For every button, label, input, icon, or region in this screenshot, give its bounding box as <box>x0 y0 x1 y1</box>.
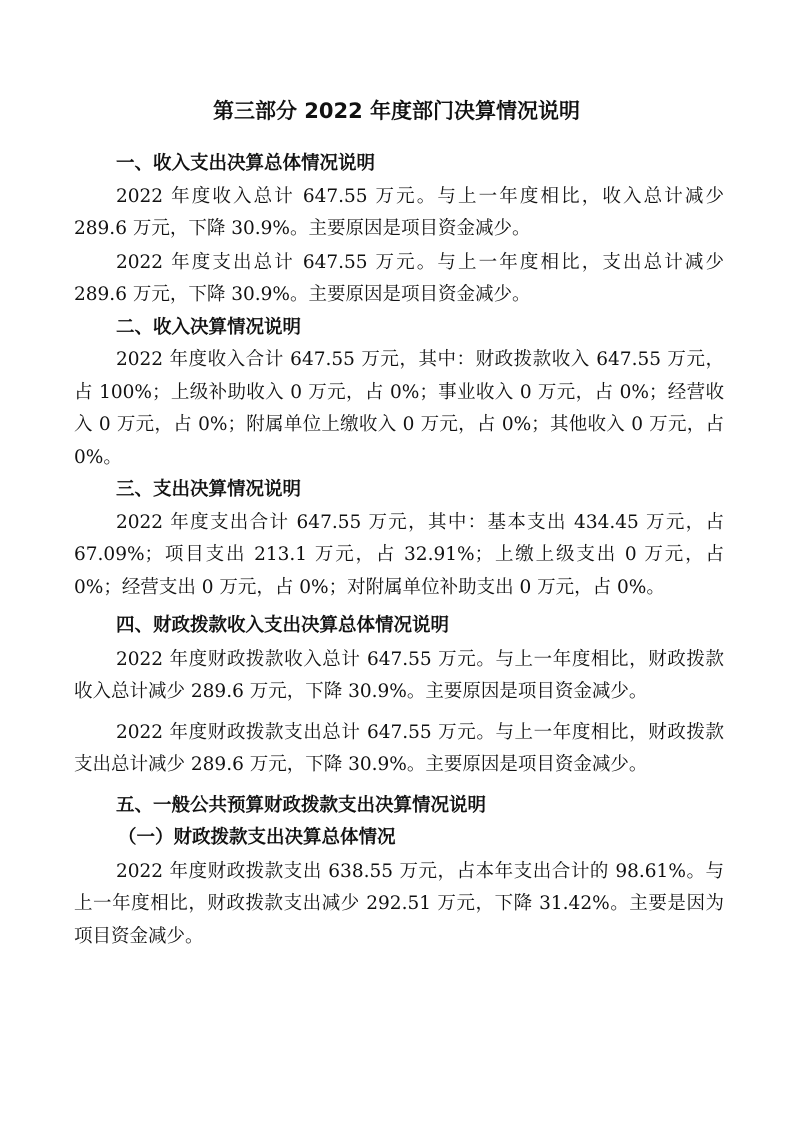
paragraph: 2022 年度支出合计 647.55 万元，其中：基本支出 434.45 万元，占 67.09%；项目支出 213.1 万元，占 32.91%；上缴上级支出 0 万元，占 0%；经营支出 0 万元，占 0%；对附属单位补助支出 0 万元，占 0%。 <box>74 511 724 598</box>
section-fiscal-appropriation-overview <box>74 604 724 782</box>
section-heading: 二、收入决算情况说明 <box>116 316 302 338</box>
paragraph: 2022 年度支出总计 647.55 万元。与上一年度相比，支出总计减少 289.6 万元，下降 30.9%。主要原因是项目资金减少。 <box>74 251 724 305</box>
document-body <box>74 148 724 953</box>
section-general-public-budget <box>74 782 724 954</box>
section-heading: 一、收入支出决算总体情况说明 <box>116 153 376 174</box>
paragraph: 2022 年度财政拨款支出总计 647.55 万元。与上一年度相比，财政拨款支出总计减少 289.6 万元，下降 30.9%。主要原因是项目资金减少。 <box>74 721 724 775</box>
subsection-heading: （一）财政拨款支出决算总体情况 <box>118 827 396 848</box>
paragraph: 2022 年度财政拨款支出 638.55 万元，占本年支出合计的 98.61%。与上一年度相比，财政拨款支出减少 292.51 万元，下降 31.42%。主要是因为项目资金减少。 <box>74 860 724 947</box>
section-income-details <box>74 312 724 475</box>
section-heading: 三、支出决算情况说明 <box>116 479 302 500</box>
paragraph: 2022 年度收入总计 647.55 万元。与上一年度相比，收入总计减少 289.6 万元，下降 30.9%。主要原因是项目资金减少。 <box>74 185 724 239</box>
section-income-expense-overview <box>74 148 724 312</box>
paragraph: 2022 年度财政拨款收入总计 647.55 万元。与上一年度相比，财政拨款收入总计减少 289.6 万元，下降 30.9%。主要原因是项目资金减少。 <box>74 648 724 702</box>
paragraph: 2022 年度收入合计 647.55 万元，其中：财政拨款收入 647.55 万元，占 100%；上级补助收入 0 万元，占 0%；事业收入 0 万元，占 0%；经营收入 0 万元，占 0%；附属单位上缴收入 0 万元，占 0%；其他收入 0 万元，占 0%。 <box>74 349 724 468</box>
section-expense-details <box>74 474 724 604</box>
page-title: 第三部分 2022 年度部门决算情况说明 <box>212 99 581 123</box>
section-heading: 五、一般公共预算财政拨款支出决算情况说明 <box>116 794 487 816</box>
section-heading: 四、财政拨款收入支出决算总体情况说明 <box>116 615 450 636</box>
